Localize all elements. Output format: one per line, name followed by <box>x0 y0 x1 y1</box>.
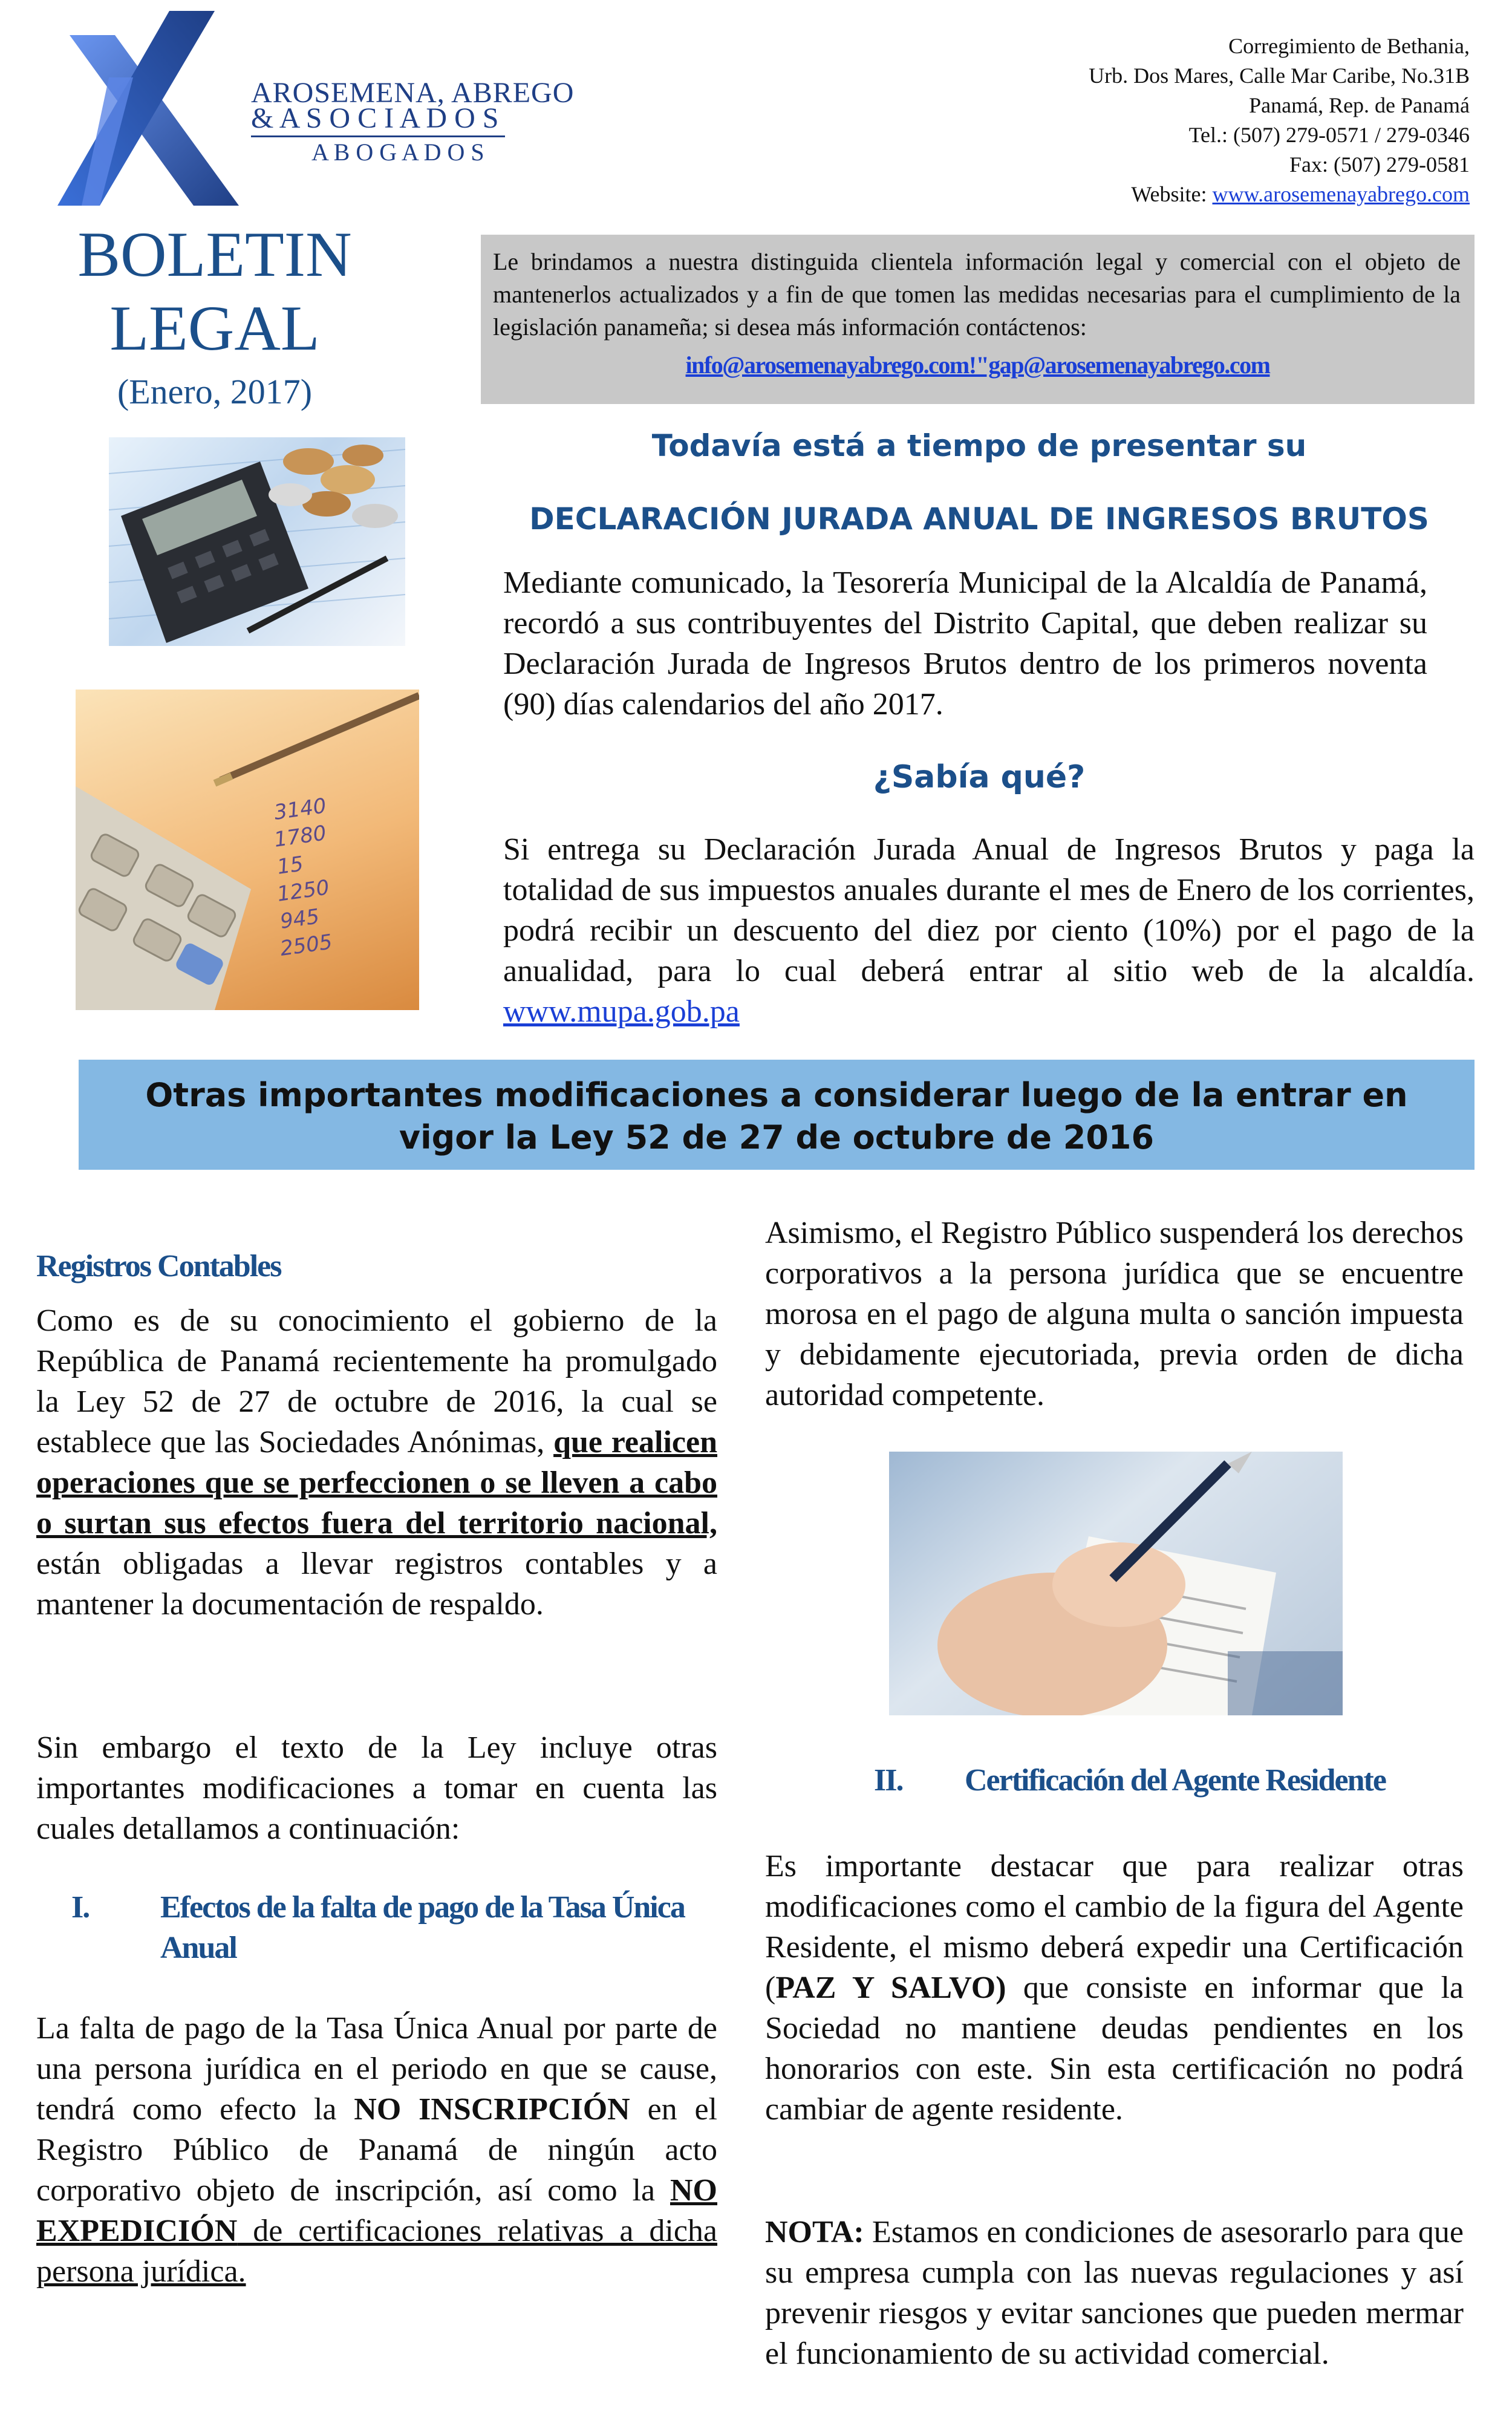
website-line <box>925 180 1470 209</box>
tasa-text-c: en el Registro Público de Panamá de ningún acto corporativo objeto de inscripción, así como la <box>36 2092 717 2208</box>
tasa-unica-paragraph <box>36 2008 717 2292</box>
logo-name-line2: & A S O C I A D O S <box>251 102 499 134</box>
no-expedicion-emphasis: NO EXPEDICIÓN <box>36 2173 717 2248</box>
tasa-text-a: La falta de pago de la Tasa Única Anual por parte de una persona jurídica en el periodo en que se cause, tendrá como efecto la <box>36 2011 717 2127</box>
item-2-number: II. <box>874 1763 903 1798</box>
article-body: Mediante comunicado, la Tesorería Municipal de la Alcaldía de Panamá, recordó a sus contribuyentes del Distrito Capital, que deben realizar su Declaración Jurada de Ingresos Brutos dentro de los primeros noventa (90) días calendarios del año 2017. <box>503 566 1427 722</box>
company-logo <box>57 11 575 206</box>
intro-text: Le brindamos a nuestra distinguida clientela información legal y comercial con el objeto de mantenerlos actualizados y a fin de que tomen las medidas necesarias para el cumplimiento de la legislación panameña; si desea más información contáctenos: <box>493 248 1461 341</box>
registro-publico-paragraph: Asimismo, el Registro Público suspenderá los derechos corporativos a la persona jurídica que se encuentre morosa en el pago de alguna multa o sanción impuesta y debidamente ejecutoriada, previa orden de dicha autoridad competente. <box>765 1216 1464 1412</box>
website-link[interactable]: www.arosemenayabrego.com <box>1212 182 1470 206</box>
mupa-link[interactable]: www.mupa.gob.pa <box>503 994 740 1029</box>
law-banner <box>79 1060 1475 1170</box>
svg-text:1250: 1250 <box>275 875 331 907</box>
registros-paragraph <box>36 1300 717 1625</box>
svg-text:1780: 1780 <box>272 821 328 852</box>
svg-text:2505: 2505 <box>278 930 334 961</box>
address-line: Panamá, Rep. de Panamá <box>1249 93 1470 117</box>
address-line: Urb. Dos Mares, Calle Mar Caribe, No.31B <box>1089 64 1470 88</box>
banner-text: Otras importantes modificaciones a considerar luego de la entrar en vigor la Ley 52 de 27 de octubre de 2016 <box>145 1076 1408 1156</box>
no-inscripcion-emphasis: NO INSCRIPCIÓN <box>354 2092 630 2127</box>
paz-y-salvo-emphasis: PAZ Y SALVO) <box>775 1971 1006 2005</box>
bulletin-subtitle: LEGAL <box>109 293 320 364</box>
address-line: Corregimiento de Bethania, <box>1228 34 1470 58</box>
article-kicker: Todavía está a tiempo de presentar su <box>651 428 1307 463</box>
tasa-text-e: de certificaciones relativas a dicha persona jurídica. <box>36 2214 717 2289</box>
agente-residente-paragraph <box>765 1846 1464 2130</box>
item-2-title: Certificación del Agente Residente <box>965 1763 1386 1798</box>
calculator-coins-image <box>109 437 405 646</box>
phone-line: Tel.: (507) 279-0571 / 279-0346 <box>1188 123 1470 147</box>
contact-emails-link[interactable]: info@arosemenayabrego.com!"gap@arosemenayabrego.com <box>685 351 1270 379</box>
note-paragraph <box>765 2212 1464 2374</box>
bulletin-title-block <box>57 218 372 416</box>
agente-text-a: Es importante destacar que para realizar otras modificaciones como el cambio de la figura del Agente Residente, el mismo deberá expedir una Certificación ( <box>765 1849 1464 2005</box>
item-1-number: I. <box>71 1890 90 1925</box>
svg-text:3140: 3140 <box>272 794 328 825</box>
note-label: NOTA: <box>765 2215 864 2249</box>
fax-line: Fax: (507) 279-0581 <box>1289 152 1470 177</box>
svg-text:15: 15 <box>275 852 305 879</box>
article-headline: DECLARACIÓN JURADA ANUAL DE INGRESOS BRUTOS <box>529 501 1429 536</box>
intro-box <box>481 235 1475 404</box>
calculator-pen-image <box>76 690 419 1010</box>
intro-modifications-paragraph: Sin embargo el texto de la Ley incluye otras importantes modificaciones a tomar en cuenta las cuales detallamos a continuación: <box>36 1730 717 1846</box>
item-1-title: Efectos de la falta de pago de la Tasa Única Anual <box>160 1890 685 1965</box>
bulletin-date: (Enero, 2017) <box>117 372 313 411</box>
contact-address <box>925 31 1470 209</box>
agente-text-c: que consiste en informar que la Sociedad no mantiene deudas pendientes en los honorarios con este. Sin esta certificación no podrá cambiar de agente residente. <box>765 1971 1464 2127</box>
bulletin-title: BOLETIN <box>77 219 352 290</box>
did-you-know-heading: ¿Sabía qué? <box>873 759 1086 795</box>
discount-text: Si entrega su Declaración Jurada Anual de Ingresos Brutos y paga la totalidad de sus impuestos anuales durante el mes de Enero de los corrientes, podrá recibir un descuento del diez por ciento (10%) por el pago de la anualidad, para lo cual deberá entrar al sitio web de la alcaldía. <box>503 832 1475 988</box>
receipt-writing-image <box>889 1452 1343 1715</box>
logo-name-line1: AROSEMENA, ABREGO <box>251 77 575 109</box>
logo-x-mark <box>57 11 257 206</box>
website-label: Website: <box>1131 182 1213 206</box>
registros-text-c: están obligadas a llevar registros contables y a mantener la documentación de respaldo. <box>36 1547 717 1622</box>
note-text: Estamos en condiciones de asesorarlo para que su empresa cumpla con las nuevas regulaciones y así prevenir riesgos y evitar sanciones que pueden mermar el funcionamiento de su actividad comercial. <box>765 2215 1464 2371</box>
svg-text:945: 945 <box>278 904 321 934</box>
registros-text-a: Como es de su conocimiento el gobierno de la República de Panamá recientemente ha promulgado la Ley 52 de 27 de octubre de 2016, la cual se establece que las Sociedades Anónimas, <box>36 1303 717 1459</box>
logo-name-line3: A B O G A D O S <box>311 139 484 166</box>
section-title-registros: Registros Contables <box>36 1249 281 1283</box>
discount-paragraph <box>503 829 1475 1032</box>
logo-divider <box>251 135 505 137</box>
registros-emphasis: que realicen operaciones que se perfeccionen o se lleven a cabo o surtan sus efectos fuera del territorio nacional, <box>36 1425 717 1541</box>
